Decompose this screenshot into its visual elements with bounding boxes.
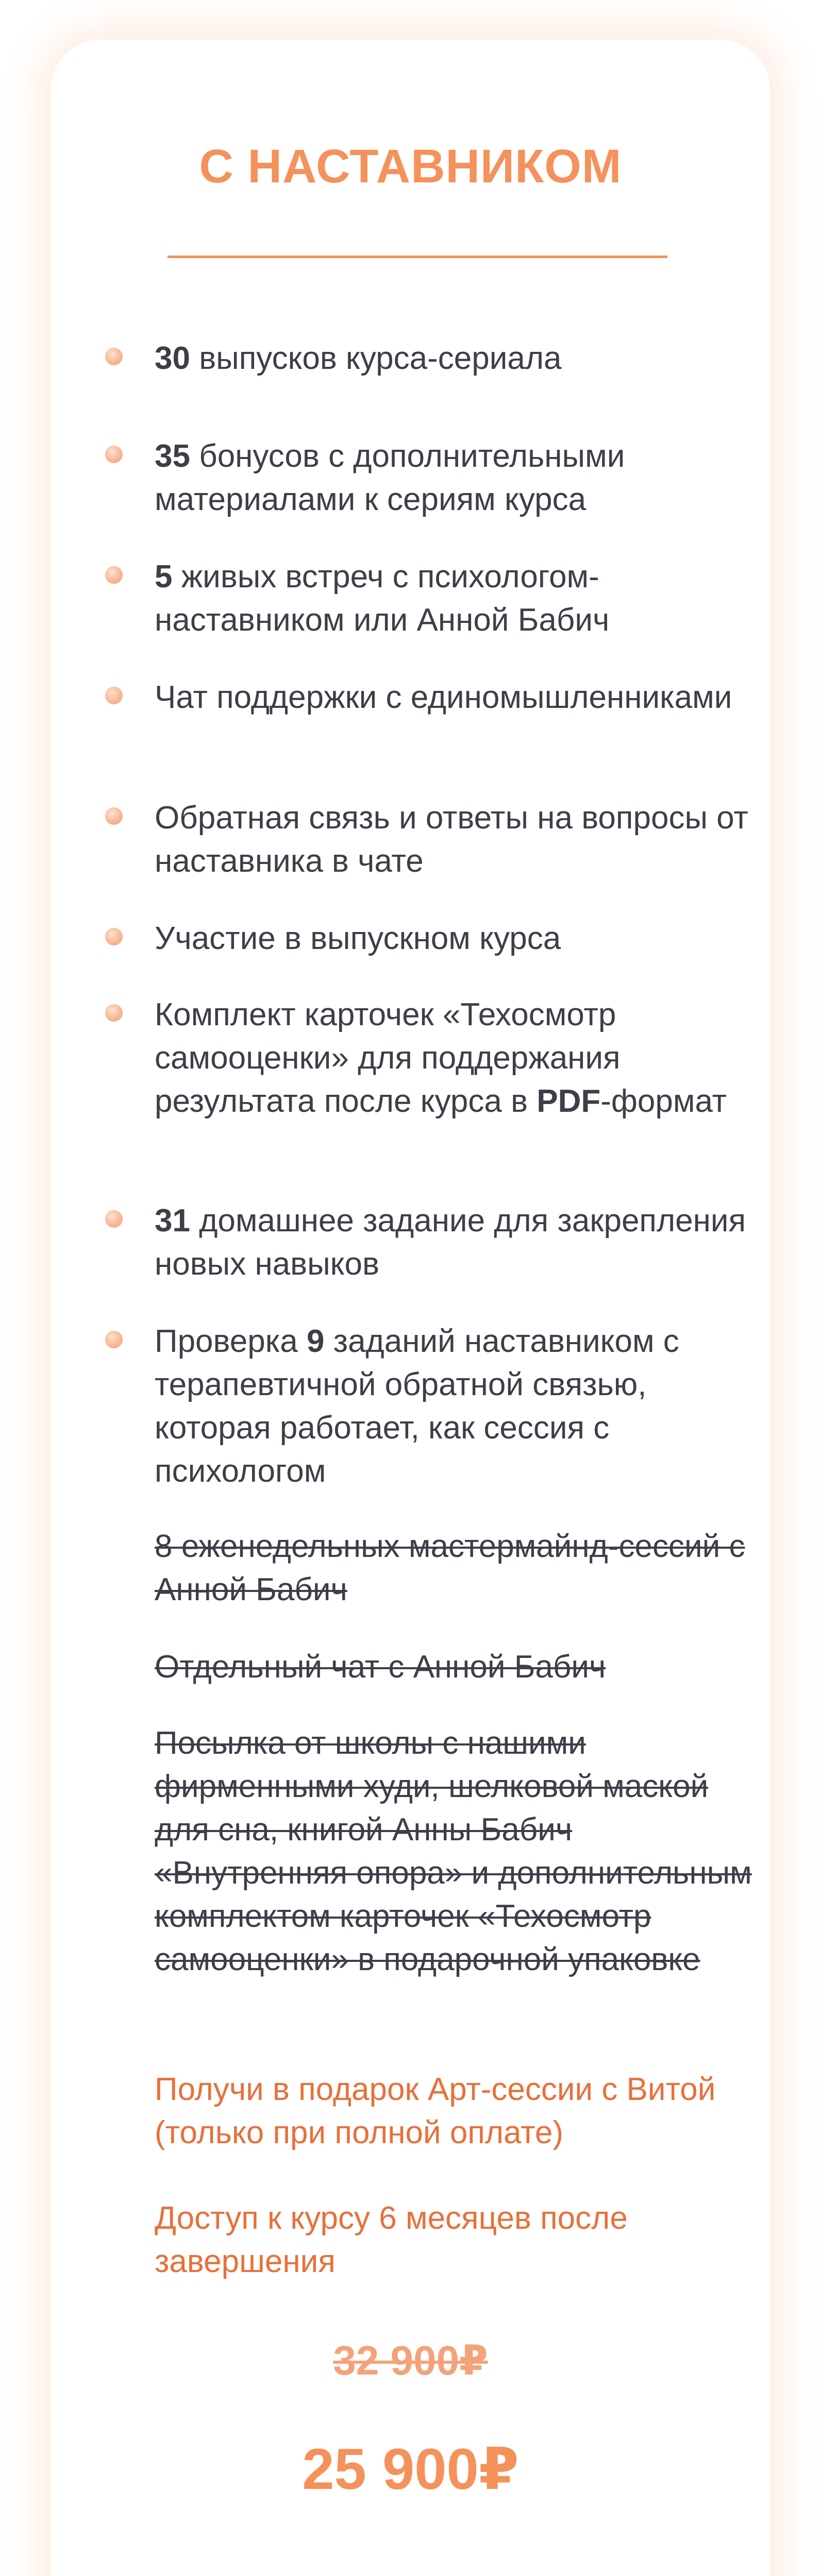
bullet-icon — [105, 566, 123, 584]
feature-text: Участие в выпускном курса — [155, 921, 561, 956]
access-note: Доступ к курсу 6 месяцев после завершения — [155, 2200, 628, 2279]
feature-item — [155, 555, 758, 642]
feature-format: PDF — [537, 1083, 601, 1119]
current-price: 25 900₽ — [302, 2437, 519, 2501]
bullet-icon — [105, 1210, 123, 1228]
bullet-icon — [105, 446, 123, 463]
tariff-card — [51, 40, 770, 2576]
feature-text: -формат — [600, 1083, 727, 1119]
feature-text: бонусов с дополнительными материалами к сериям курса — [155, 438, 625, 517]
feature-text: домашнее задание для закрепления новых навыков — [155, 1203, 746, 1282]
feature-count: 35 — [155, 438, 190, 474]
unavailable-feature: 8 еженедельных мастермайнд-сессий с Анной Бабич — [155, 1529, 745, 1607]
feature-count: 30 — [155, 341, 190, 376]
gift-note: Получи в подарок Арт-сессии с Витой (только при полной оплате) — [155, 2072, 716, 2150]
tariff-title: С НАСТАВНИКОМ — [199, 140, 622, 193]
bullet-icon — [105, 928, 123, 945]
feature-item — [155, 337, 758, 380]
old-price: 32 900₽ — [333, 2337, 488, 2383]
feature-item — [155, 676, 758, 719]
bullet-icon — [105, 807, 123, 825]
feature-text: Обратная связь и ответы на вопросы от наставника в чате — [155, 800, 748, 879]
bullet-icon — [105, 1331, 123, 1348]
title-divider — [167, 256, 667, 258]
feature-item — [155, 796, 758, 883]
feature-text: живых встреч с психологом-наставником или Анной Бабич — [155, 559, 610, 638]
bullet-icon — [105, 687, 123, 704]
feature-count: 5 — [155, 559, 173, 595]
feature-count: 9 — [306, 1324, 325, 1359]
feature-item — [155, 917, 758, 960]
feature-item — [155, 1199, 758, 1286]
feature-item — [155, 435, 758, 521]
feature-text: Комплект карточек «Техосмотр самооценки» для поддержания результата после курса в — [155, 997, 621, 1119]
feature-item — [155, 1320, 758, 1493]
bullet-icon — [105, 1004, 123, 1022]
bullet-icon — [105, 348, 123, 365]
feature-text: Чат поддержки с единомышленниками — [155, 680, 732, 715]
feature-text: Проверка — [155, 1324, 307, 1359]
unavailable-feature: Отдельный чат с Анной Бабич — [155, 1649, 606, 1685]
unavailable-feature: Посылка от школы с нашими фирменными худи, шелковой маской для сна, книгой Анны Бабич «Внутренняя опора» и дополнительным комплектом карточек «Техосмотр самооценки» в подарочной упаковке — [155, 1725, 752, 1977]
feature-count: 31 — [155, 1203, 190, 1239]
feature-item — [155, 993, 758, 1123]
feature-text: заданий наставником с терапевтичной обратной связью, которая работает, как сессия с психологом — [155, 1324, 679, 1489]
feature-text: выпусков курса-сериала — [190, 341, 562, 376]
